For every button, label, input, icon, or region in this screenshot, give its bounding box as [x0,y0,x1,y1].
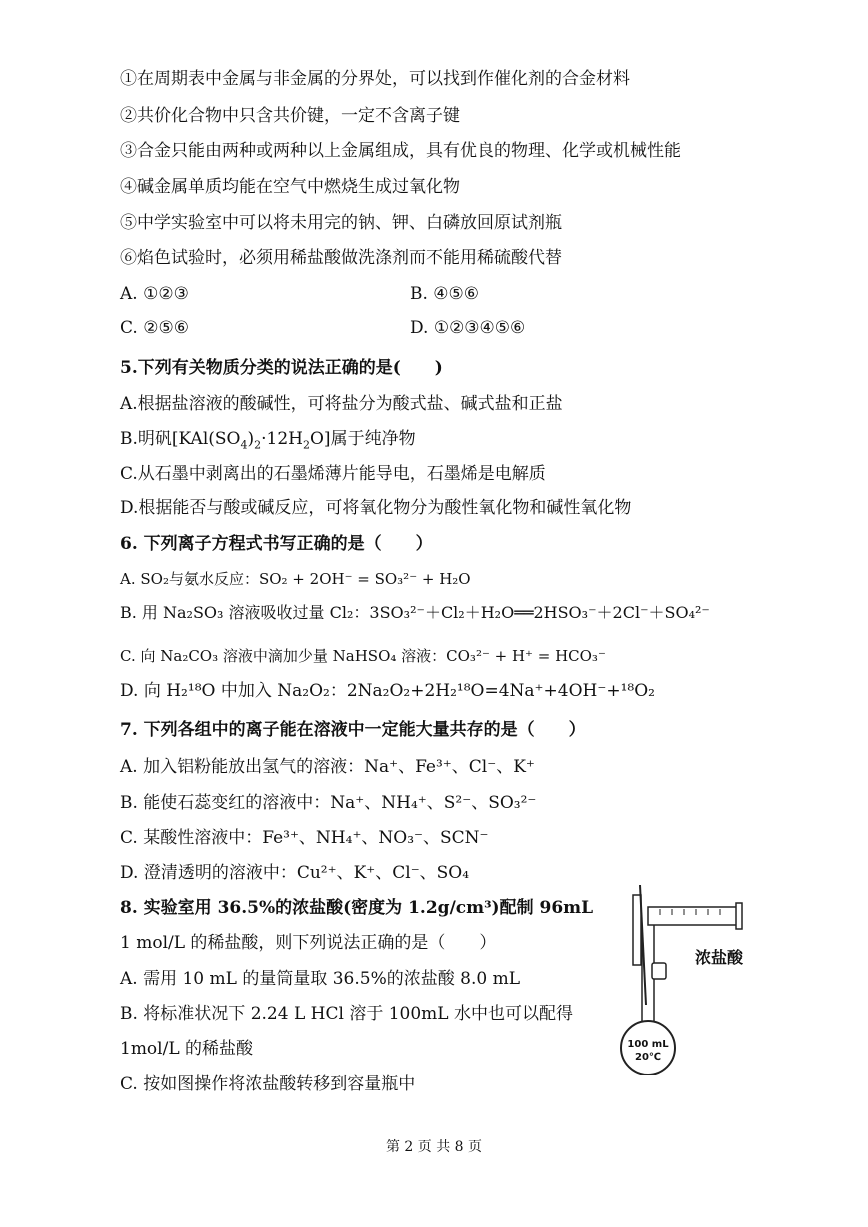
q6-option-b: B. 用 Na₂SO₃ 溶液吸收过量 Cl₂：3SO₃²⁻＋Cl₂＋H₂O══2HSO₃⁻＋2Cl⁻＋SO₄²⁻ [120,603,710,622]
q4-option-c: C. ②⑤⑥ [120,318,189,338]
statement-2: ②共价化合物中只含共价键，一定不含离子键 [120,106,460,126]
q8-stem-line2: 1 mol/L 的稀盐酸，则下列说法正确的是（ ） [120,933,497,953]
q8-option-b-line2: 1mol/L 的稀盐酸 [120,1039,254,1059]
q7-option-a: A. 加入铝粉能放出氢气的溶液：Na⁺、Fe³⁺、Cl⁻、K⁺ [120,757,535,777]
q6-option-c: C. 向 Na₂CO₃ 溶液中滴加少量 NaHSO₄ 溶液：CO₃²⁻ + H⁺ = HCO₃⁻ [120,647,606,665]
q7-stem: 7. 下列各组中的离子能在溶液中一定能大量共存的是（ ） [120,720,586,740]
page-number: 第 2 页 共 8 页 [385,1139,483,1155]
q8-option-c: C. 按如图操作将浓盐酸转移到容量瓶中 [120,1074,416,1094]
q5-option-c: C.从石墨中剥离出的石墨烯薄片能导电，石墨烯是电解质 [120,464,546,484]
q6-option-d: D. 向 H₂¹⁸O 中加入 Na₂O₂：2Na₂O₂+2H₂¹⁸O=4Na⁺+4OH⁻+¹⁸O₂ [120,681,655,701]
apparatus-drawing [600,885,780,1075]
q8-stem-line1: 8. 实验室用 36.5%的浓盐酸(密度为 1.2g/cm³)配制 96mL [120,898,594,918]
statement-5: ⑤中学实验室中可以将未用完的钠、钾、白磷放回原试剂瓶 [120,213,562,233]
stopper [652,963,666,979]
statement-1: ①在周期表中金属与非金属的分界处，可以找到作催化剂的合金材料 [120,69,630,89]
q5-option-a: A.根据盐溶液的酸碱性，可将盐分为酸式盐、碱式盐和正盐 [120,394,563,414]
q5-option-d: D.根据能否与酸或碱反应，可将氧化物分为酸性氧化物和碱性氧化物 [120,498,632,518]
flask-temp-label: 20℃ [634,1052,662,1063]
statement-6: ⑥焰色试验时，必须用稀盐酸做洗涤剂而不能用稀硫酸代替 [120,248,562,268]
statement-4: ④碱金属单质均能在空气中燃烧生成过氧化物 [120,177,460,197]
q5-b-sub2: 2 [254,438,262,452]
q5-option-b [120,428,416,450]
q5-stem: 5.下列有关物质分类的说法正确的是( ) [120,358,443,378]
q5-b-mid2: ·12H [261,429,303,449]
q4-option-b: B. ④⑤⑥ [410,284,480,304]
q7-option-c: C. 某酸性溶液中：Fe³⁺、NH₄⁺、NO₃⁻、SCN⁻ [120,828,489,848]
q4-option-d: D. ①②③④⑤⑥ [410,318,526,338]
q8-option-a: A. 需用 10 mL 的量筒量取 36.5%的浓盐酸 8.0 mL [120,969,520,989]
q5-b-mid1: ) [247,429,255,449]
q8-option-b-line1: B. 将标准状况下 2.24 L HCl 溶于 100mL 水中也可以配得 [120,1004,573,1024]
concentrated-hcl-label: 浓盐酸 [695,948,744,967]
flask-volume-label: 100 mL [627,1039,669,1050]
clamp [633,895,641,965]
q5-b-sub1: 4 [240,438,248,452]
q5-b-post: O]属于纯净物 [310,429,416,449]
statement-3: ③合金只能由两种或两种以上金属组成，具有优良的物理、化学或机械性能 [120,141,681,161]
q7-option-b: B. 能使石蕊变红的溶液中：Na⁺、NH₄⁺、S²⁻、SO₃²⁻ [120,793,537,813]
q4-option-a: A. ①②③ [120,284,189,304]
q6-stem: 6. 下列离子方程式书写正确的是（ ） [120,534,433,554]
lab-apparatus-figure [600,885,780,1075]
q5-b-pre: B.明矾[KAl(SO [120,429,241,449]
q7-option-d: D. 澄清透明的溶液中：Cu²⁺、K⁺、Cl⁻、SO₄ [120,863,470,883]
q5-b-sub3: 2 [303,438,310,452]
measuring-cylinder [648,903,742,929]
q6-option-a: A. SO₂与氨水反应：SO₂ + 2OH⁻ = SO₃²⁻ + H₂O [120,570,471,588]
